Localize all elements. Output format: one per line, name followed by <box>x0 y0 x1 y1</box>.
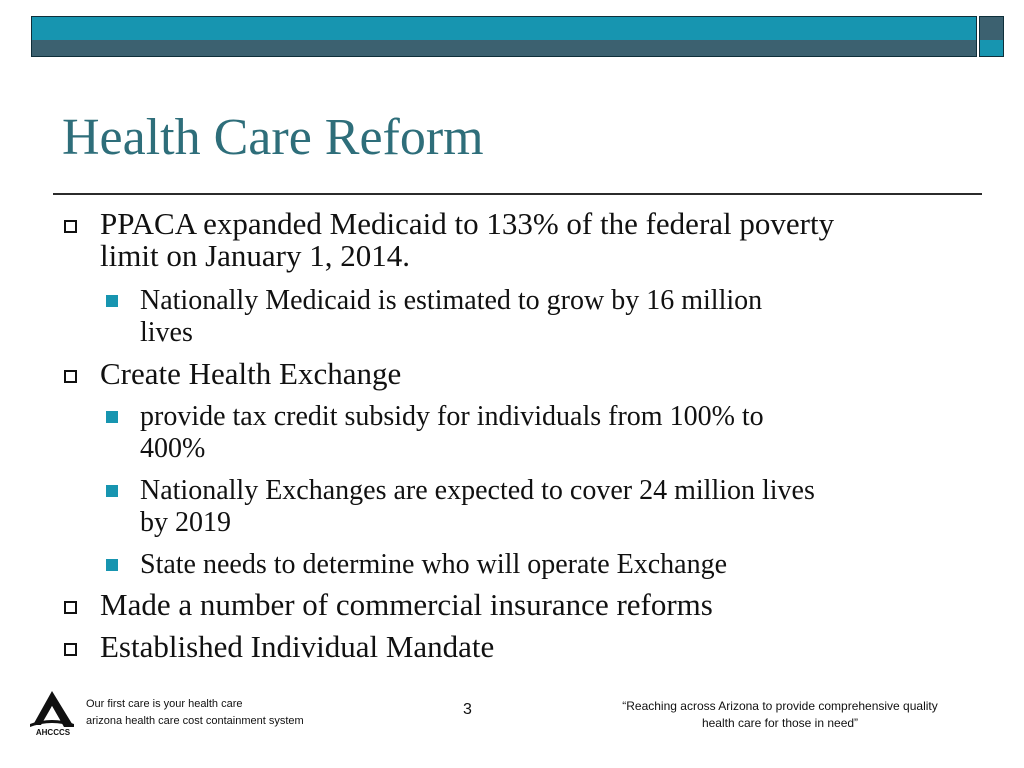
hollow-square-bullet-icon <box>64 643 77 656</box>
bullet-line: Established Individual Mandate <box>100 629 495 664</box>
bullet-item <box>100 589 970 621</box>
bullet-line: provide tax credit subsidy for individuals from 100% to <box>140 401 764 432</box>
footer-tagline <box>86 696 304 730</box>
header-corner-square <box>979 16 1004 57</box>
footer-tagline-line: arizona health care cost containment system <box>86 715 304 727</box>
bullet-line: lives <box>140 317 193 348</box>
hollow-square-bullet-icon <box>64 370 77 383</box>
bullet-item <box>140 401 970 465</box>
header-accent-bar <box>31 16 977 57</box>
filled-square-bullet-icon <box>106 295 118 307</box>
bullet-line: by 2019 <box>140 507 231 538</box>
bullet-item <box>140 549 970 581</box>
bullet-item <box>100 631 970 663</box>
hollow-square-bullet-icon <box>64 601 77 614</box>
footer-quote <box>590 698 970 732</box>
bullet-item <box>100 208 970 272</box>
title-divider <box>53 193 982 195</box>
bullet-line: Made a number of commercial insurance reforms <box>100 587 713 622</box>
page-number: 3 <box>463 701 472 718</box>
filled-square-bullet-icon <box>106 559 118 571</box>
bullet-item <box>100 358 970 390</box>
ahcccs-logo-icon <box>28 689 78 737</box>
bullet-line: State needs to determine who will operate Exchange <box>140 549 728 580</box>
bullet-line: PPACA expanded Medicaid to 133% of the federal poverty <box>100 206 835 241</box>
bullet-line: 400% <box>140 433 206 464</box>
bullet-line: Nationally Exchanges are expected to cover 24 million lives <box>140 475 815 506</box>
footer-quote-line: “Reaching across Arizona to provide comprehensive quality <box>622 699 938 713</box>
filled-square-bullet-icon <box>106 411 118 423</box>
slide-title: Health Care Reform <box>62 109 484 166</box>
footer-quote-line: health care for those in need” <box>701 716 859 730</box>
logo-wordmark: AHCCCS <box>35 728 71 737</box>
bullet-line: Nationally Medicaid is estimated to grow by 16 million <box>140 285 763 316</box>
bullet-item <box>140 475 970 539</box>
bullet-item <box>140 285 970 349</box>
hollow-square-bullet-icon <box>64 220 77 233</box>
filled-square-bullet-icon <box>106 485 118 497</box>
bullet-line: limit on January 1, 2014. <box>100 238 410 273</box>
footer-tagline-line: Our first care is your health care <box>86 698 243 710</box>
bullet-line: Create Health Exchange <box>100 356 402 391</box>
